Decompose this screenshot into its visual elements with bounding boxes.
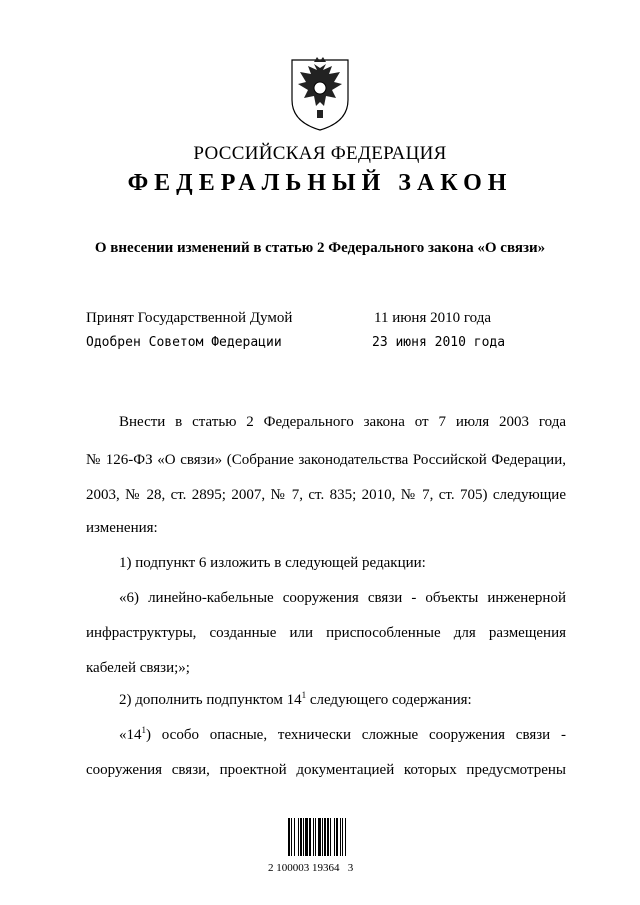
barcode-number: 2 100003 19364 3 — [268, 862, 354, 874]
paragraph-1-line-3: 2003, № 28, ст. 2895; 2007, № 7, ст. 835; 2010, № 7, ст. 705) следующие — [86, 487, 566, 503]
barcode-icon — [288, 812, 368, 856]
paragraph-5-post: ) особо опасные, технически сложные сооружения связи - — [146, 727, 566, 743]
paragraph-5-pre: «14 — [119, 727, 142, 743]
paragraph-5-superscript: 1 — [141, 725, 146, 735]
paragraph-2: 1) подпункт 6 изложить в следующей редакции: — [119, 555, 426, 571]
country-heading: РОССИЙСКАЯ ФЕДЕРАЦИЯ — [193, 143, 447, 164]
paragraph-5-line-2: сооружения связи, проектной документацией которых предусмотрены — [86, 762, 566, 778]
paragraph-5-line-1 — [119, 727, 566, 744]
council-date: 23 июня 2010 года — [372, 335, 506, 350]
paragraph-3-line-2: инфраструктуры, созданные или приспособленные для размещения — [86, 625, 566, 641]
council-label: Одобрен Советом Федерации — [86, 335, 282, 350]
law-type-heading: ФЕДЕРАЛЬНЫЙ ЗАКОН — [127, 170, 513, 196]
paragraph-4-post: следующего содержания: — [306, 692, 472, 708]
duma-date: 11 июня 2010 года — [374, 310, 491, 326]
paragraph-4-superscript: 1 — [301, 690, 307, 700]
coat-of-arms-icon — [284, 52, 356, 132]
paragraph-3-line-1: «6) линейно-кабельные сооружения связи - объекты инженерной — [119, 590, 566, 606]
paragraph-3-line-3: кабелей связи;»; — [86, 660, 190, 676]
paragraph-1-line-2: № 126-ФЗ «О связи» (Собрание законодательства Российской Федерации, — [86, 452, 566, 468]
duma-label: Принят Государственной Думой — [86, 310, 293, 326]
paragraph-1-line-4: изменения: — [86, 520, 158, 536]
paragraph-4 — [119, 692, 472, 709]
document-title: О внесении изменений в статью 2 Федерального закона «О связи» — [94, 240, 546, 256]
paragraph-1-line-1: Внести в статью 2 Федерального закона от 7 июля 2003 года — [119, 414, 566, 430]
paragraph-4-pre: 2) дополнить подпунктом 14 — [119, 692, 302, 708]
